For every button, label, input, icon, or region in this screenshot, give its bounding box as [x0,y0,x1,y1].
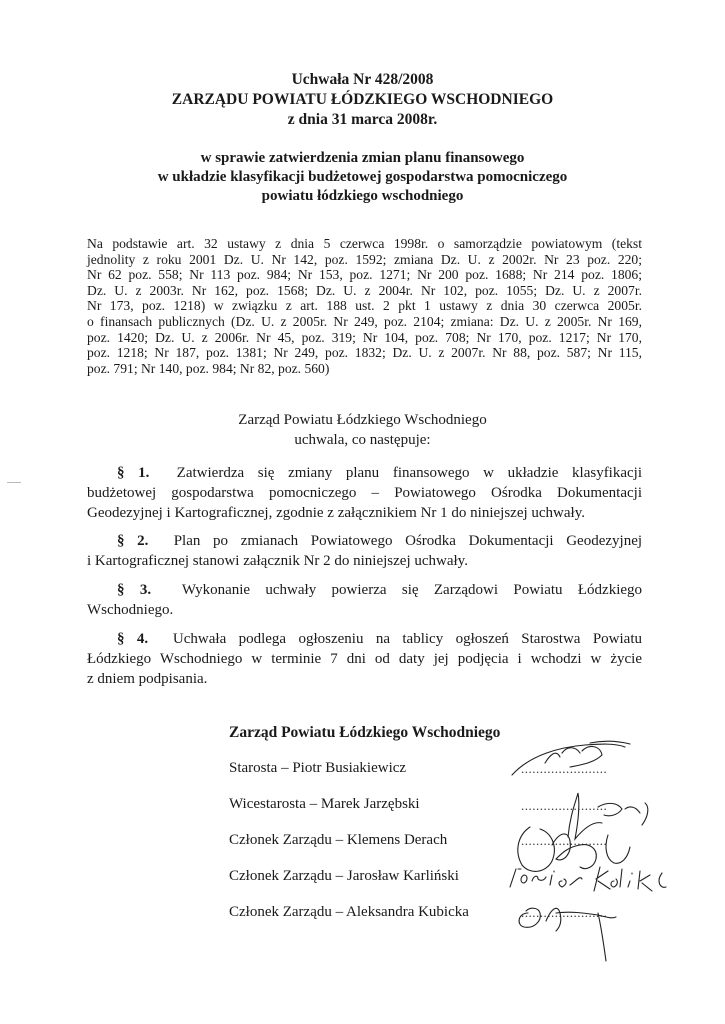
board-member: Członek Zarządu – Jarosław Karliński [229,868,459,884]
subject-line-1: w sprawie zatwierdzenia zmian planu finansowego [200,150,525,166]
paragraph-number: § 2. [117,533,149,549]
legal-basis-line: Dz. U. z 2003r. Nr 162, poz. 1568; Dz. U. z 2004r. Nr 102, poz. 1055; Dz. U. z 2007r. [87,282,642,298]
paragraph-text: Geodezyjnej i Kartograficznej, zgodnie z załącznikiem Nr 1 do niniejszej uchwały. [87,505,585,521]
paragraph-3 [87,580,643,620]
paragraph-1 [87,463,643,523]
paragraph-4 [87,629,643,689]
resolution-number: Uchwała Nr 428/2008 [291,71,434,88]
legal-basis-line: o finansach publicznych (Dz. U. z 2005r. Nr 249, poz. 2104; zmiana: Dz. U. z 2005r. Nr 169, [87,313,642,329]
board-member: Członek Zarządu – Klemens Derach [229,832,448,848]
issuing-body: ZARZĄDU POWIATU ŁÓDZKIEGO WSCHODNIEGO [171,91,554,108]
board-member: Starosta – Piotr Busiakiewicz [229,760,407,776]
subject-line-2: w układzie klasyfikacji budżetowej gospodarstwa pomocniczego [157,169,568,185]
legal-basis-line: poz. 791; Nr 140, poz. 984; Nr 82, poz. 560) [87,360,330,376]
legal-basis-line: jednolity z roku 2001 Dz. U. Nr 142, poz. 1592; zmiana Dz. U. z 2002r. Nr 23 poz. 220; [87,251,642,267]
paragraph-text: Uchwała podlega ogłoszeniu na tablicy ogłoszeń Starostwa Powiatu [172,631,643,647]
paragraph-number: § 1. [117,465,150,481]
paragraph-number: § 4. [117,631,149,647]
handwritten-signatures [490,735,690,965]
paragraph-text: budżetowej gospodarstwa pomocniczego – Powiatowego Ośrodka Dokumentacji [87,485,642,501]
resolution-date: z dnia 31 marca 2008r. [287,111,438,128]
paragraph-text: Łódzkiego Wschodniego w terminie 7 dni od daty jej podjęcia i wchodzi w życie [87,651,642,667]
legal-basis-line: Nr 62 poz. 558; Nr 113 poz. 984; Nr 153, poz. 1271; Nr 200 poz. 1688; Nr 214 poz. 1806; [87,267,642,283]
legal-basis-line: poz. 1218; Nr 187, poz. 1381; Nr 249, poz. 1832; Dz. U. z 2007r. Nr 88, poz. 587; Nr 115, [87,345,642,361]
resolve-body: Zarząd Powiatu Łódzkiego Wschodniego [238,412,487,428]
paragraph-text: i Kartograficznej stanowi załącznik Nr 2 do niniejszej uchwały. [87,553,468,569]
paragraph-text: z dniem podpisania. [87,671,208,687]
scan-artifact-mark [7,482,21,483]
signature-line: ....................... [521,798,608,813]
signature-line: ....................... [521,761,608,776]
resolve-phrase: uchwala, co następuje: [294,432,431,448]
signature-line: ....................... [521,833,608,848]
paragraph-text: Zatwierdza się zmiany planu finansowego w układzie klasyfikacji [176,465,643,481]
legal-basis-line: Na podstawie art. 32 ustawy z dnia 5 czerwca 1998r. o samorządzie powiatowym (tekst [87,236,642,251]
legal-basis-line: Nr 173, poz. 1218) w związku z art. 188 ust. 2 pkt 1 ustawy z dnia 30 czerwca 2005r. [87,298,642,314]
paragraph-text: Wykonanie uchwały powierza się Zarządowi Powiatu Łódzkiego [181,582,643,598]
paragraph-2 [87,531,643,571]
paragraph-text: Plan po zmianach Powiatowego Ośrodka Dokumentacji Geodezyjnej [173,533,643,549]
paragraph-text: Wschodniego. [87,602,174,618]
board-title: Zarząd Powiatu Łódzkiego Wschodniego [229,724,501,741]
legal-basis [87,236,642,376]
subject-line-3: powiatu łódzkiego wschodniego [261,188,464,204]
board-member: Członek Zarządu – Aleksandra Kubicka [229,904,469,920]
legal-basis-line: poz. 1420; Dz. U. z 2006r. Nr 45, poz. 319; Nr 104, poz. 708; Nr 170, poz. 1217; Nr 170, [87,329,642,345]
paragraph-number: § 3. [117,582,152,598]
board-member: Wicestarosta – Marek Jarzębski [229,796,420,812]
signature-line: ....................... [521,905,608,920]
